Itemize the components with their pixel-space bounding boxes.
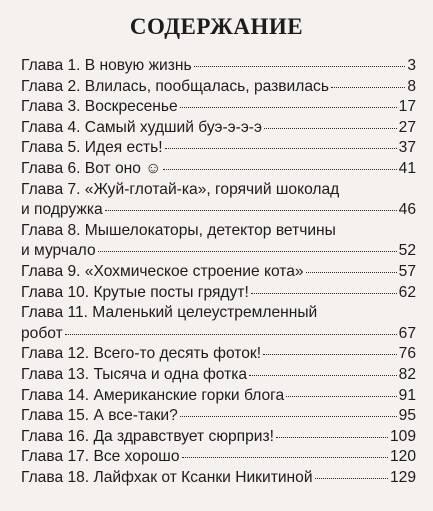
toc-entry-title: Глава 4. Самый худший буэ-э-э-э <box>21 118 262 136</box>
toc-line <box>21 138 416 159</box>
toc-line <box>21 118 416 139</box>
toc-entry <box>21 427 416 448</box>
toc-line <box>21 303 416 324</box>
table-of-contents <box>21 56 416 488</box>
toc-page-number: 120 <box>389 448 416 466</box>
toc-entry-title: и мурчало <box>21 242 96 260</box>
toc-page-number: 95 <box>398 407 416 425</box>
page-title: СОДЕРЖАНИЕ <box>129 14 304 39</box>
toc-page-number: 82 <box>398 365 416 383</box>
toc-entry-title: Глава 14. Американские горки блога <box>21 386 285 404</box>
toc-entry-title: и подружка <box>21 201 103 219</box>
toc-line <box>21 365 416 386</box>
toc-entry <box>21 447 416 468</box>
dot-leader <box>331 87 405 88</box>
toc-entry-title: Глава 2. Влилась, пообщалась, развилась <box>21 77 329 95</box>
toc-page-number: 46 <box>398 201 416 219</box>
toc-page-number: 17 <box>398 98 416 116</box>
toc-entry <box>21 138 416 159</box>
toc-entry-title: Глава 7. «Жуй-глотай-ка», горячий шоколад <box>21 180 340 198</box>
toc-entry-title: Глава 18. Лайфхак от Ксанки Никитиной <box>21 468 313 486</box>
dot-leader <box>286 396 396 397</box>
toc-entry-title: Глава 10. Крутые посты грядут! <box>21 283 249 301</box>
dot-leader <box>165 148 397 149</box>
toc-line <box>21 97 416 118</box>
toc-entry-title: Глава 1. В новую жизнь <box>21 57 192 74</box>
toc-page-number: 76 <box>398 345 416 363</box>
dot-leader <box>276 437 388 438</box>
toc-entry <box>21 159 416 180</box>
toc-entry <box>21 77 416 98</box>
dot-leader <box>182 457 388 458</box>
toc-entry <box>21 180 416 221</box>
dot-leader <box>65 334 397 335</box>
toc-line <box>21 77 416 98</box>
toc-entry-title: Глава 16. Да здравствует сюрприз! <box>21 427 274 445</box>
toc-page-number: 41 <box>398 159 416 177</box>
dot-leader <box>180 107 397 108</box>
toc-page-number: 37 <box>398 139 416 157</box>
toc-page-number: 129 <box>389 468 416 486</box>
toc-line <box>21 56 416 77</box>
dot-leader <box>180 416 397 417</box>
toc-page-number: 91 <box>398 386 416 404</box>
toc-entry-title: Глава 8. Мышелокаторы, детектор ветчины <box>21 221 336 239</box>
toc-entry-title: Глава 12. Всего-то десять фоток! <box>21 345 262 363</box>
dot-leader <box>315 478 388 479</box>
toc-line <box>21 159 416 180</box>
toc-entry <box>21 303 416 344</box>
toc-line <box>21 468 416 489</box>
dot-leader <box>251 293 397 294</box>
toc-line <box>21 447 416 468</box>
toc-entry-title: робот <box>21 324 63 342</box>
toc-entry <box>21 56 416 77</box>
toc-entry <box>21 406 416 427</box>
toc-entry <box>21 365 416 386</box>
toc-entry <box>21 344 416 365</box>
toc-page-number: 57 <box>398 262 416 280</box>
toc-line <box>21 200 416 221</box>
toc-page-number: 27 <box>398 118 416 136</box>
toc-entry-title: Глава 17. Все хорошо <box>21 448 180 466</box>
toc-entry <box>21 97 416 118</box>
toc-entry <box>21 468 416 489</box>
toc-entry-title: Глава 15. А все-таки? <box>21 407 178 425</box>
toc-line <box>21 324 416 345</box>
toc-entry-title: Глава 11. Маленький целеустремленный <box>21 304 318 322</box>
toc-entry <box>21 386 416 407</box>
toc-page-number: 3 <box>407 57 416 74</box>
toc-entry-title: Глава 9. «Хохмическое строение кота» <box>21 262 304 280</box>
dot-leader <box>194 66 406 67</box>
toc-line <box>21 241 416 262</box>
toc-page-number: 109 <box>389 427 416 445</box>
dot-leader <box>264 128 397 129</box>
dot-leader <box>306 272 397 273</box>
toc-line <box>21 180 416 201</box>
dot-leader <box>263 354 397 355</box>
dot-leader <box>105 210 397 211</box>
dot-leader <box>98 251 397 252</box>
toc-line <box>21 262 416 283</box>
toc-line <box>21 406 416 427</box>
toc-line <box>21 427 416 448</box>
toc-line <box>21 386 416 407</box>
toc-entry-title: Глава 6. Вот оно ☺ <box>21 159 162 177</box>
toc-entry-title: Глава 3. Воскресенье <box>21 98 178 116</box>
toc-entry <box>21 221 416 262</box>
toc-page-number: 52 <box>398 242 416 260</box>
toc-entry <box>21 118 416 139</box>
toc-line <box>21 344 416 365</box>
toc-line <box>21 283 416 304</box>
toc-page-number: 67 <box>398 324 416 342</box>
toc-entry <box>21 262 416 283</box>
dot-leader <box>249 375 397 376</box>
toc-entry-title: Глава 13. Тысяча и одна фотка <box>21 365 248 383</box>
toc-page-number: 62 <box>398 283 416 301</box>
toc-entry-title: Глава 5. Идея есть! <box>21 139 163 157</box>
toc-line <box>21 221 416 242</box>
toc-page-number: 8 <box>407 77 416 95</box>
dot-leader <box>163 169 396 170</box>
toc-entry <box>21 283 416 304</box>
